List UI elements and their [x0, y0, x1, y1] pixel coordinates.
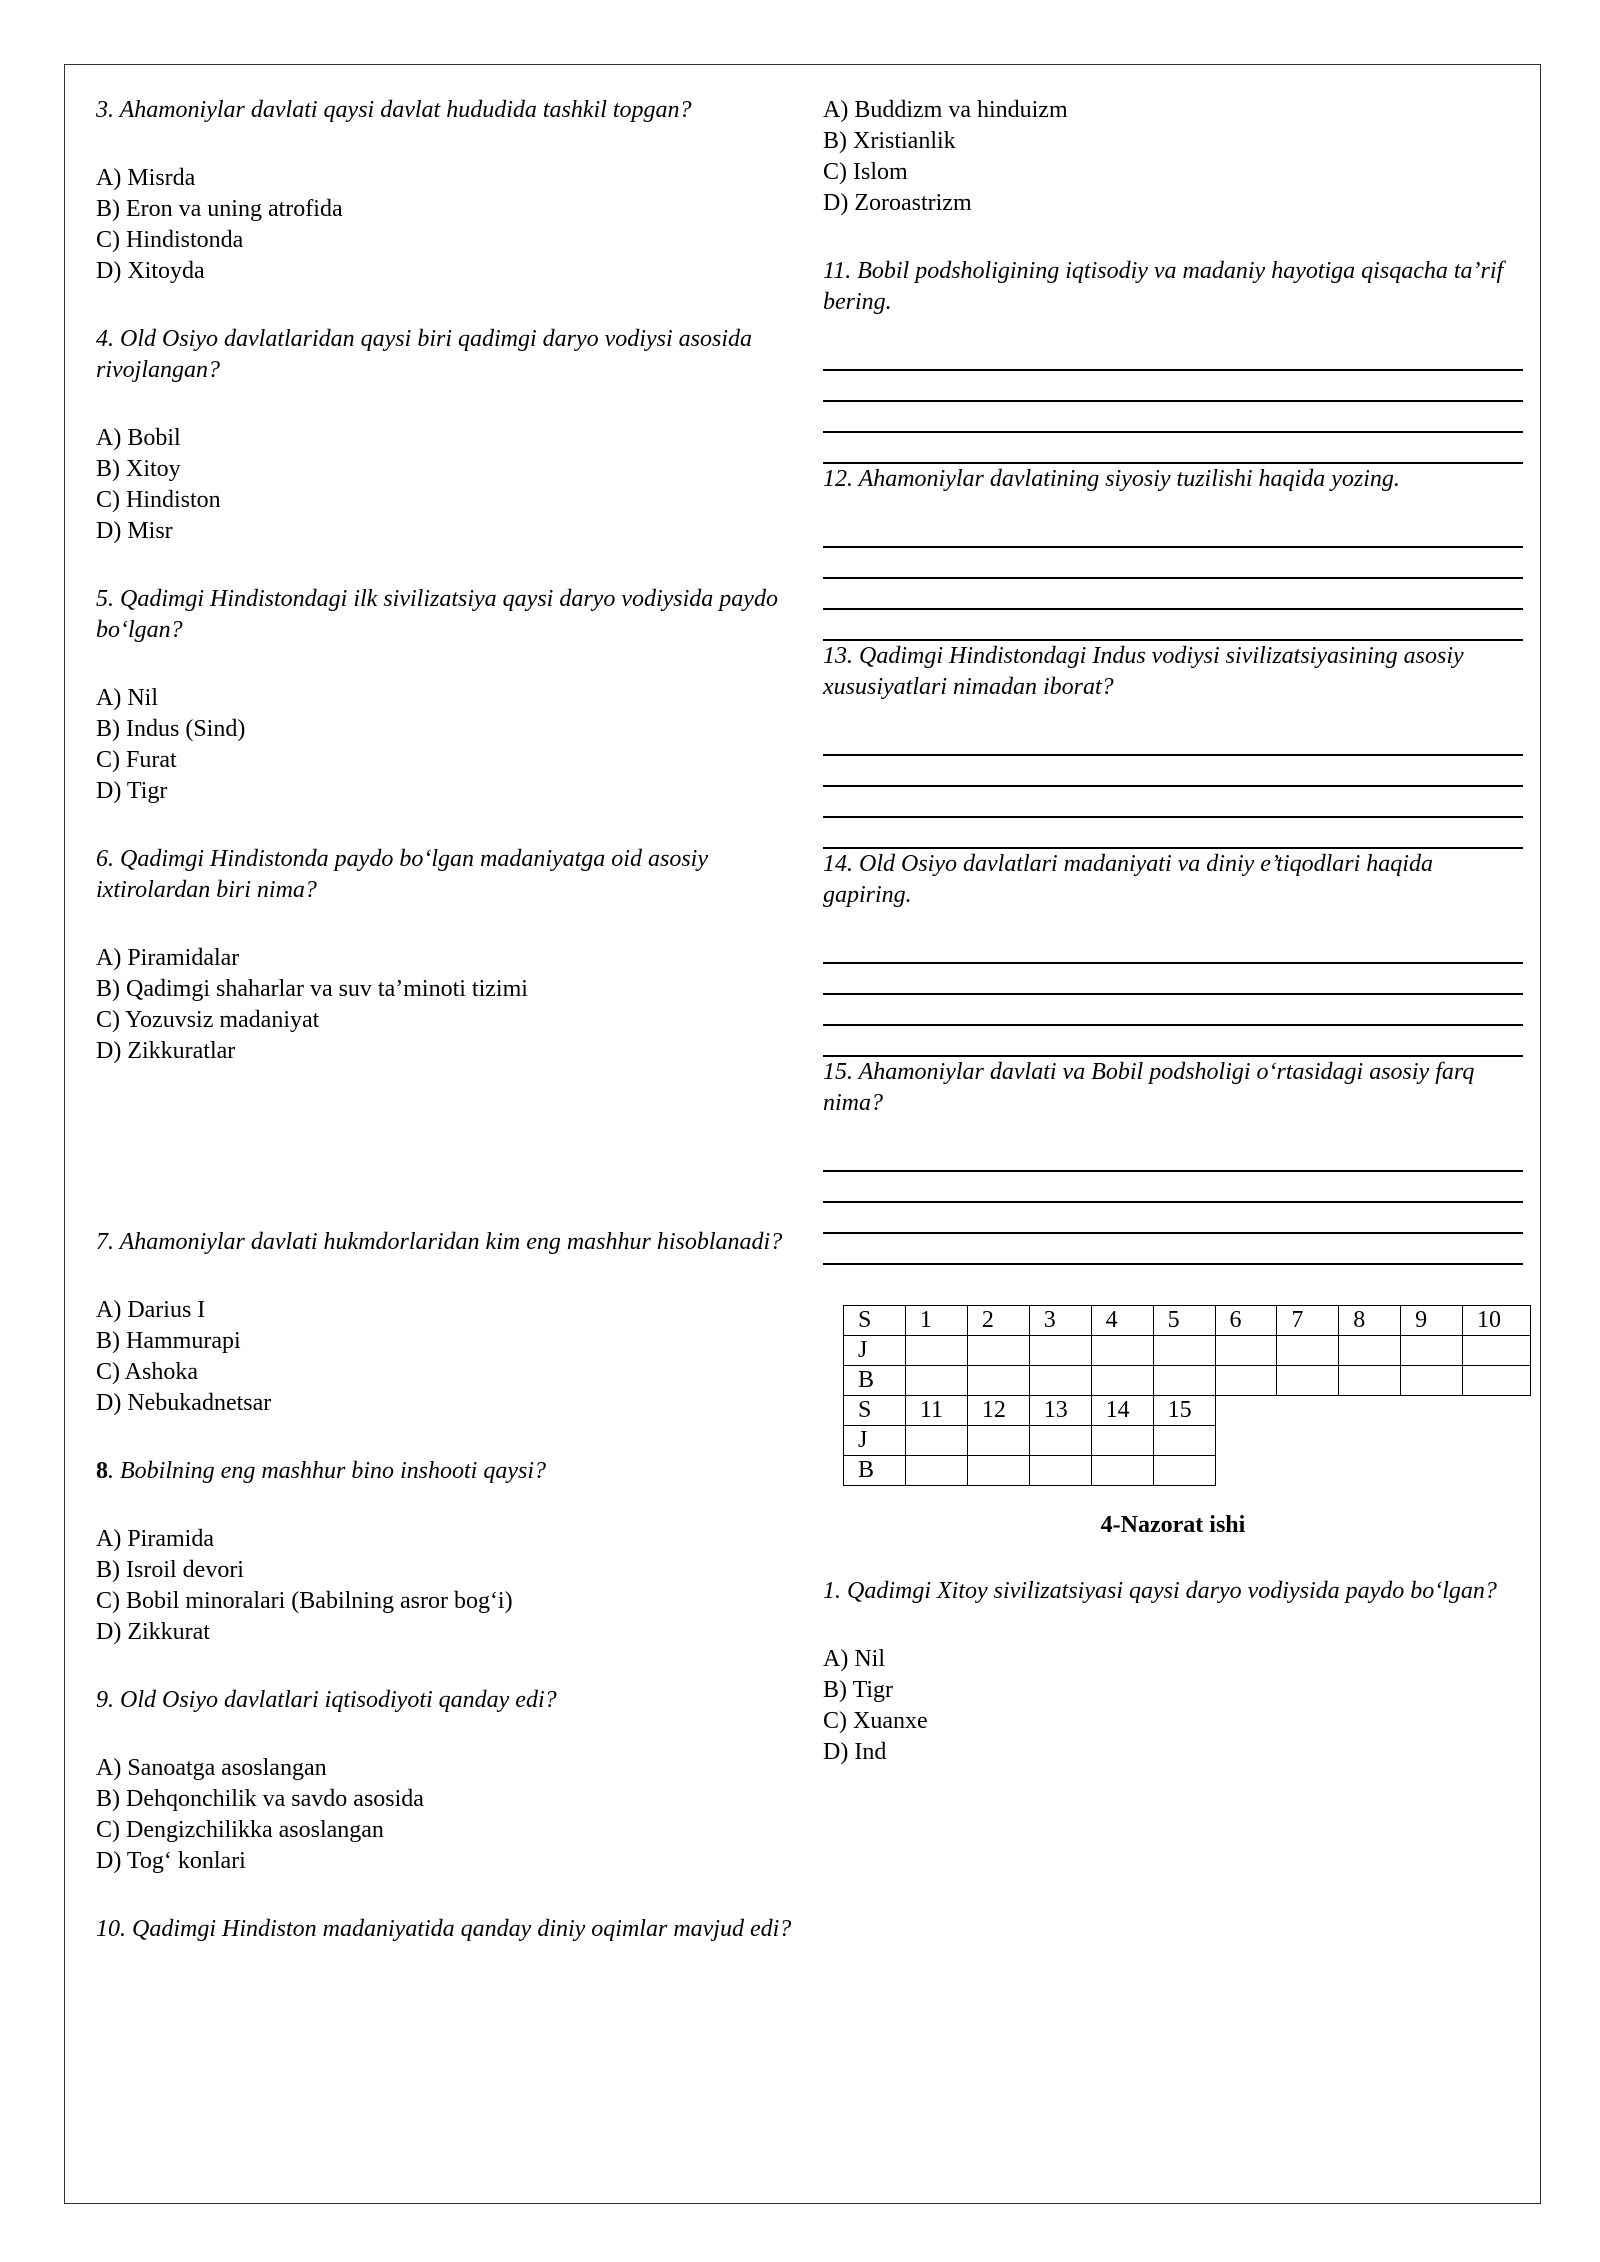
- answer-cell[interactable]: [1029, 1426, 1091, 1456]
- question-number: 11: [905, 1396, 967, 1426]
- answer-cell[interactable]: [1215, 1336, 1277, 1366]
- question-7: 7. Ahamoniylar davlati hukmdorlaridan kim eng mashhur hisoblanadi?: [96, 1229, 783, 1255]
- question-8-text: . Bobilning eng mashhur bino inshooti qaysi?: [108, 1458, 546, 1484]
- answer-line[interactable]: [823, 995, 1523, 1026]
- answer-cell[interactable]: [905, 1456, 967, 1486]
- question-7-options: [96, 1295, 796, 1419]
- option[interactable]: B) Hammurapi: [96, 1328, 241, 1354]
- question-3-options: [96, 163, 796, 287]
- option[interactable]: A) Piramida: [96, 1526, 214, 1552]
- answer-line[interactable]: [823, 402, 1523, 433]
- answer-cell[interactable]: [1091, 1426, 1153, 1456]
- answer-cell[interactable]: [1215, 1366, 1277, 1396]
- option[interactable]: A) Nil: [96, 685, 158, 711]
- question-number: 3: [1029, 1306, 1091, 1336]
- question-10-options: [823, 95, 1523, 219]
- option[interactable]: C) Hindistonda: [96, 227, 244, 253]
- answer-lines-13[interactable]: [823, 725, 1523, 849]
- question-number: 7: [1277, 1306, 1339, 1336]
- question-8-options: [96, 1524, 796, 1648]
- left-column: [96, 95, 796, 1945]
- answer-line[interactable]: [823, 1026, 1523, 1057]
- grid-row-s-bottom: [844, 1396, 1531, 1426]
- option[interactable]: C) Ashoka: [96, 1359, 198, 1385]
- option[interactable]: C) Islom: [823, 159, 908, 185]
- answer-cell[interactable]: [1153, 1336, 1215, 1366]
- row-label: J: [844, 1426, 906, 1456]
- answer-cell[interactable]: [1463, 1336, 1531, 1366]
- control-question-1: 1. Qadimgi Xitoy sivilizatsiyasi qaysi daryo vodiysida paydo bo‘lgan?: [823, 1578, 1497, 1604]
- answer-line[interactable]: [823, 433, 1523, 464]
- answer-line[interactable]: [823, 1203, 1523, 1234]
- question-12: 12. Ahamoniylar davlatining siyosiy tuzilishi haqida yozing.: [823, 466, 1400, 492]
- answer-cell[interactable]: [1401, 1336, 1463, 1366]
- option[interactable]: C) Xuanxe: [823, 1708, 928, 1734]
- answer-cell[interactable]: [905, 1366, 967, 1396]
- option[interactable]: A) Sanoatga asoslangan: [96, 1755, 327, 1781]
- answer-cell[interactable]: [967, 1366, 1029, 1396]
- question-4-options: [96, 423, 796, 547]
- answer-line[interactable]: [823, 579, 1523, 610]
- question-number: 8: [1339, 1306, 1401, 1336]
- option[interactable]: A) Buddizm va hinduizm: [823, 97, 1068, 123]
- answer-cell[interactable]: [1339, 1336, 1401, 1366]
- question-5: 5. Qadimgi Hindistondagi ilk sivilizatsiya qaysi daryo vodiysida paydo bo‘lgan?: [96, 586, 778, 643]
- option[interactable]: D) Misr: [96, 518, 173, 544]
- question-13: 13. Qadimgi Hindistondagi Indus vodiysi sivilizatsiyasining asosiy xususiyatlari nimadan iborat?: [823, 643, 1464, 700]
- option[interactable]: A) Piramidalar: [96, 945, 240, 971]
- option[interactable]: A) Misrda: [96, 165, 196, 191]
- grid-row-s-top: [844, 1306, 1531, 1336]
- answer-cell[interactable]: [967, 1456, 1029, 1486]
- question-5-options: [96, 683, 796, 807]
- answer-cell[interactable]: [1091, 1366, 1153, 1396]
- answer-cell[interactable]: [1029, 1366, 1091, 1396]
- answer-line[interactable]: [823, 610, 1523, 641]
- answer-grid: [843, 1305, 1531, 1486]
- answer-cell[interactable]: [1029, 1456, 1091, 1486]
- answer-cell[interactable]: [1029, 1336, 1091, 1366]
- answer-line[interactable]: [823, 517, 1523, 548]
- option[interactable]: B) Eron va uning atrofida: [96, 196, 343, 222]
- question-number: 12: [967, 1396, 1029, 1426]
- option[interactable]: B) Indus (Sind): [96, 716, 246, 742]
- answer-line[interactable]: [823, 371, 1523, 402]
- grid-blank: [1215, 1456, 1531, 1486]
- question-number: 6: [1215, 1306, 1277, 1336]
- answer-line[interactable]: [823, 1172, 1523, 1203]
- option[interactable]: D) Zoroastrizm: [823, 190, 972, 216]
- option[interactable]: D) Nebukadnetsar: [96, 1390, 272, 1416]
- answer-cell[interactable]: [1153, 1366, 1215, 1396]
- option[interactable]: A) Bobil: [96, 425, 181, 451]
- question-8-number: 8: [96, 1458, 108, 1484]
- answer-line[interactable]: [823, 787, 1523, 818]
- option[interactable]: B) Isroil devori: [96, 1557, 244, 1583]
- option[interactable]: B) Xitoy: [96, 456, 181, 482]
- answer-lines-12[interactable]: [823, 517, 1523, 641]
- question-number: 9: [1401, 1306, 1463, 1336]
- option[interactable]: C) Dengizchilikka asoslangan: [96, 1817, 384, 1843]
- answer-cell[interactable]: [905, 1426, 967, 1456]
- question-6: 6. Qadimgi Hindistonda paydo bo‘lgan madaniyatga oid asosiy ixtirolardan biri nima?: [96, 846, 708, 903]
- question-9-options: [96, 1753, 796, 1877]
- section-title: 4-Nazorat ishi: [1100, 1512, 1246, 1538]
- row-label: B: [844, 1366, 906, 1396]
- answer-line[interactable]: [823, 933, 1523, 964]
- row-label: B: [844, 1456, 906, 1486]
- answer-cell[interactable]: [967, 1336, 1029, 1366]
- row-label: S: [844, 1306, 906, 1336]
- question-number: 13: [1029, 1396, 1091, 1426]
- question-3: 3. Ahamoniylar davlati qaysi davlat hududida tashkil topgan?: [96, 97, 692, 123]
- question-8: [96, 1456, 796, 1487]
- question-number: 4: [1091, 1306, 1153, 1336]
- answer-line[interactable]: [823, 548, 1523, 579]
- row-label: S: [844, 1396, 906, 1426]
- option[interactable]: B) Tigr: [823, 1677, 894, 1703]
- answer-cell[interactable]: [1277, 1336, 1339, 1366]
- option[interactable]: B) Xristianlik: [823, 128, 956, 154]
- grid-row-b-bottom: [844, 1456, 1531, 1486]
- answer-cell[interactable]: [1463, 1366, 1531, 1396]
- question-number: 15: [1153, 1396, 1215, 1426]
- option[interactable]: D) Ind: [823, 1739, 887, 1765]
- option[interactable]: B) Qadimgi shaharlar va suv ta’minoti tizimi: [96, 976, 528, 1002]
- answer-line[interactable]: [823, 756, 1523, 787]
- answer-lines-15[interactable]: [823, 1141, 1523, 1265]
- grid-row-j-bottom: [844, 1426, 1531, 1456]
- answer-cell[interactable]: [1091, 1456, 1153, 1486]
- control-question-1-options: [823, 1644, 1523, 1768]
- option[interactable]: A) Nil: [823, 1646, 885, 1672]
- option[interactable]: D) Tog‘ konlari: [96, 1848, 246, 1874]
- option[interactable]: D) Xitoyda: [96, 258, 205, 284]
- answer-cell[interactable]: [1277, 1366, 1339, 1396]
- question-9: 9. Old Osiyo davlatlari iqtisodiyoti qanday edi?: [96, 1687, 557, 1713]
- answer-line[interactable]: [823, 818, 1523, 849]
- answer-lines-14[interactable]: [823, 933, 1523, 1057]
- question-15: 15. Ahamoniylar davlati va Bobil podsholigi o‘rtasidagi asosiy farq nima?: [823, 1059, 1475, 1116]
- answer-line[interactable]: [823, 1141, 1523, 1172]
- question-number: 5: [1153, 1306, 1215, 1336]
- answer-cell[interactable]: [1153, 1456, 1215, 1486]
- answer-cell[interactable]: [1091, 1336, 1153, 1366]
- answer-line[interactable]: [823, 340, 1523, 371]
- option[interactable]: D) Zikkurat: [96, 1619, 210, 1645]
- grid-blank: [1215, 1426, 1531, 1456]
- question-10: 10. Qadimgi Hindiston madaniyatida qanday diniy oqimlar mavjud edi?: [96, 1916, 792, 1942]
- answer-cell[interactable]: [1153, 1426, 1215, 1456]
- question-14: 14. Old Osiyo davlatlari madaniyati va diniy e’tiqodlari haqida gapiring.: [823, 851, 1433, 908]
- answer-cell[interactable]: [905, 1336, 967, 1366]
- option[interactable]: B) Dehqonchilik va savdo asosida: [96, 1786, 424, 1812]
- question-number: 10: [1463, 1306, 1531, 1336]
- right-column: [823, 95, 1523, 1768]
- option[interactable]: C) Furat: [96, 747, 177, 773]
- answer-lines-11[interactable]: [823, 340, 1523, 464]
- question-6-options: [96, 943, 796, 1067]
- answer-cell[interactable]: [1401, 1366, 1463, 1396]
- option[interactable]: A) Darius I: [96, 1297, 206, 1323]
- answer-cell[interactable]: [967, 1426, 1029, 1456]
- answer-line[interactable]: [823, 964, 1523, 995]
- option[interactable]: C) Yozuvsiz madaniyat: [96, 1007, 320, 1033]
- grid-row-b-top: [844, 1366, 1531, 1396]
- option[interactable]: D) Tigr: [96, 778, 168, 804]
- option[interactable]: C) Bobil minoralari (Babilning asror bog‘i): [96, 1588, 513, 1614]
- option[interactable]: C) Hindiston: [96, 487, 221, 513]
- question-number: 1: [905, 1306, 967, 1336]
- answer-line[interactable]: [823, 1234, 1523, 1265]
- grid-row-j-top: [844, 1336, 1531, 1366]
- grid-blank: [1215, 1396, 1531, 1426]
- question-11: 11. Bobil podsholigining iqtisodiy va madaniy hayotiga qisqacha ta’rif bering.: [823, 258, 1504, 315]
- answer-line[interactable]: [823, 725, 1523, 756]
- row-label: J: [844, 1336, 906, 1366]
- question-4: 4. Old Osiyo davlatlaridan qaysi biri qadimgi daryo vodiysi asosida rivojlangan?: [96, 326, 752, 383]
- option[interactable]: D) Zikkuratlar: [96, 1038, 236, 1064]
- question-number: 2: [967, 1306, 1029, 1336]
- question-number: 14: [1091, 1396, 1153, 1426]
- answer-cell[interactable]: [1339, 1366, 1401, 1396]
